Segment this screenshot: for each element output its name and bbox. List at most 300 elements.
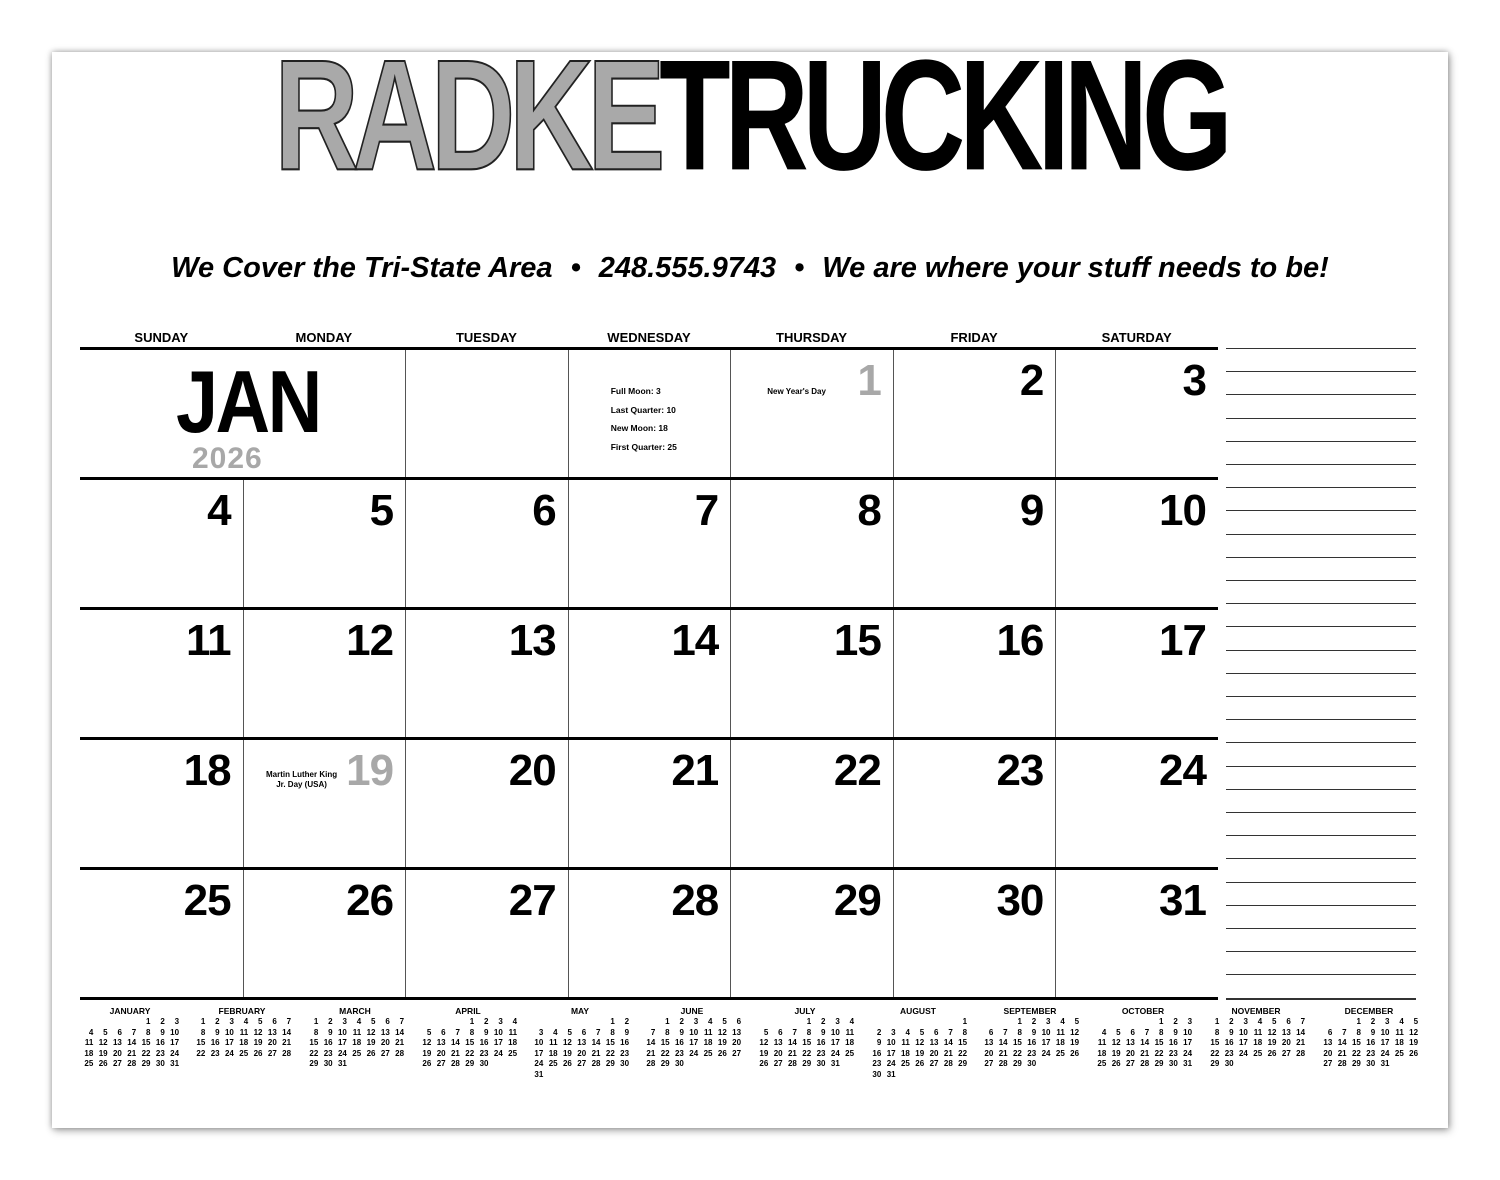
mini-day: 15 (1210, 1038, 1220, 1047)
mini-day: 9 (1031, 1027, 1037, 1037)
mini-day: 26 (1409, 1048, 1419, 1058)
mini-day (1093, 1017, 1107, 1028)
notes-line (1226, 510, 1416, 511)
mini-day: 7 (131, 1027, 137, 1037)
mini-day: 6 (736, 1017, 742, 1026)
mini-month-title: OCTOBER (1121, 1006, 1165, 1016)
mini-day: 2 (328, 1017, 333, 1026)
mini-day: 18 (239, 1038, 249, 1047)
day-cell (243, 740, 406, 870)
weekday-label: TUESDAY (455, 330, 517, 345)
mini-day: 22 (958, 1048, 968, 1058)
day-cell (405, 480, 568, 610)
mini-month-title: NOVEMBER (1231, 1006, 1281, 1016)
tagline-coverage: We Cover the Tri-State Area (171, 252, 553, 284)
mini-day: 28 (395, 1048, 405, 1058)
week-row (80, 607, 1218, 737)
mini-day: 1 (469, 1017, 475, 1026)
mini-day: 28 (450, 1059, 460, 1068)
mini-day: 7 (792, 1027, 797, 1037)
day-number: 23 (996, 746, 1044, 795)
mini-day (80, 1017, 94, 1028)
day-number: 14 (671, 616, 719, 665)
mini-day: 18 (1253, 1038, 1263, 1047)
mini-day (897, 1070, 911, 1081)
notes-line (1226, 882, 1416, 883)
notes-line (1226, 742, 1416, 743)
mini-day: 27 (1281, 1048, 1291, 1058)
mini-day: 9 (624, 1027, 630, 1037)
mini-day: 24 (689, 1048, 699, 1058)
mini-day: 29 (605, 1059, 615, 1068)
mini-day: 19 (1267, 1038, 1277, 1047)
day-cell (80, 610, 243, 740)
week-row (80, 737, 1218, 867)
mini-day: 15 (605, 1038, 615, 1047)
mini-day: 18 (1055, 1038, 1065, 1047)
mini-day: 14 (1140, 1038, 1150, 1047)
mini-day: 14 (943, 1038, 953, 1047)
day-number: 26 (346, 876, 394, 925)
mini-day: 6 (1130, 1027, 1135, 1037)
notes-line (1226, 371, 1416, 372)
day-number: 13 (508, 616, 556, 665)
mini-month-title: AUGUST (900, 1006, 936, 1016)
mini-day: 5 (1074, 1017, 1080, 1026)
mini-day: 4 (356, 1017, 362, 1026)
mini-day (1277, 1059, 1291, 1070)
mini-day: 18 (352, 1038, 362, 1047)
mini-day: 16 (872, 1048, 882, 1058)
mini-day: 4 (88, 1027, 94, 1037)
mini-day: 27 (380, 1048, 390, 1058)
mini-day: 4 (243, 1017, 249, 1026)
mini-day: 25 (900, 1059, 910, 1068)
mini-day: 7 (948, 1027, 953, 1037)
mini-month (418, 1006, 518, 1070)
mini-day: 12 (98, 1038, 108, 1047)
mini-day: 20 (773, 1048, 783, 1058)
mini-day: 1 (665, 1017, 670, 1026)
mini-day (1319, 1017, 1333, 1028)
mini-day: 15 (141, 1038, 151, 1047)
weekday-label: THURSDAY (776, 330, 848, 345)
mini-month-grid (642, 1017, 742, 1070)
mini-day: 26 (562, 1059, 572, 1068)
mini-day: 27 (773, 1059, 783, 1068)
month-grid (80, 347, 1218, 997)
mini-day: 24 (1183, 1048, 1193, 1058)
mini-day: 7 (286, 1017, 292, 1026)
mini-day: 23 (155, 1048, 165, 1058)
mini-day: 6 (934, 1027, 939, 1037)
mini-day (418, 1017, 432, 1028)
mini-day: 29 (958, 1059, 968, 1068)
mini-day: 14 (450, 1038, 460, 1047)
mini-day: 24 (534, 1059, 544, 1068)
mini-day: 26 (1070, 1048, 1080, 1058)
mini-day (544, 1017, 558, 1028)
mini-day (1122, 1017, 1136, 1028)
mini-day: 18 (703, 1038, 713, 1047)
mini-day (841, 1059, 855, 1070)
mini-day: 6 (581, 1027, 587, 1037)
mini-day: 12 (562, 1038, 572, 1047)
mini-day: 17 (1238, 1038, 1248, 1047)
mini-day: 1 (313, 1017, 319, 1026)
mini-day (544, 1070, 558, 1081)
mini-day: 20 (929, 1048, 939, 1058)
mini-day: 1 (200, 1017, 206, 1026)
mini-day: 21 (998, 1048, 1008, 1058)
mini-day: 1 (962, 1017, 968, 1026)
mini-day: 1 (1159, 1017, 1164, 1026)
mini-day: 4 (1399, 1017, 1404, 1026)
day-number: 6 (532, 486, 556, 535)
mini-day: 4 (1060, 1017, 1065, 1026)
mini-day: 10 (689, 1027, 699, 1037)
mini-day (897, 1017, 911, 1028)
mini-day: 5 (1413, 1017, 1419, 1026)
mini-day: 9 (484, 1027, 489, 1037)
mini-day: 19 (562, 1048, 572, 1058)
mini-day: 22 (1351, 1048, 1361, 1058)
mini-day: 19 (253, 1038, 263, 1047)
mini-day: 22 (465, 1048, 475, 1058)
mini-day: 16 (1168, 1038, 1178, 1047)
mini-month-grid (305, 1017, 405, 1070)
mini-day: 15 (1154, 1038, 1164, 1047)
mini-day (489, 1059, 503, 1070)
mini-day: 3 (835, 1017, 840, 1026)
mini-day: 2 (1370, 1017, 1376, 1026)
mini-day: 7 (650, 1027, 656, 1037)
mini-day: 23 (1366, 1048, 1376, 1058)
mini-day: 26 (253, 1048, 263, 1058)
mini-day: 22 (605, 1048, 615, 1058)
mini-day: 23 (1224, 1048, 1234, 1058)
mini-day (1292, 1059, 1306, 1070)
tagline (0, 252, 1500, 285)
mini-day (123, 1017, 137, 1028)
mini-day: 7 (399, 1017, 405, 1026)
mini-day (911, 1017, 925, 1028)
mini-day: 26 (1111, 1059, 1121, 1068)
moon-phases (611, 382, 677, 456)
mini-month-grid (80, 1017, 180, 1070)
month-name: JAN (176, 352, 320, 451)
mini-day: 11 (508, 1027, 518, 1037)
day-number: 25 (183, 876, 231, 925)
mini-day: 4 (1257, 1017, 1263, 1026)
mini-day: 5 (103, 1027, 108, 1037)
mini-day: 29 (1154, 1059, 1164, 1068)
mini-day: 13 (732, 1027, 742, 1037)
day-cell (730, 350, 893, 480)
mini-day (925, 1017, 939, 1028)
mini-day: 10 (170, 1027, 180, 1037)
mini-day: 11 (1056, 1027, 1065, 1037)
notes-line (1226, 418, 1416, 419)
mini-day: 9 (328, 1027, 333, 1037)
day-cell (730, 870, 893, 1000)
day-cell (405, 610, 568, 740)
mini-day: 21 (591, 1048, 601, 1058)
mini-day (939, 1017, 953, 1028)
mini-day (362, 1059, 376, 1070)
day-cell (80, 870, 243, 1000)
mini-day: 23 (620, 1048, 630, 1058)
moon-phase-item: Last Quarter: 10 (610, 404, 676, 415)
mini-day: 25 (1055, 1048, 1065, 1058)
notes-line (1226, 835, 1416, 836)
mini-day: 28 (1296, 1048, 1306, 1058)
day-cell (568, 740, 731, 870)
weekday-label: MONDAY (295, 330, 353, 345)
notes-line (1226, 441, 1416, 442)
mini-day: 8 (1017, 1027, 1022, 1037)
notes-line (1226, 974, 1416, 975)
mini-day: 12 (422, 1038, 432, 1047)
mini-day: 31 (886, 1069, 896, 1079)
mini-day: 11 (1395, 1027, 1404, 1037)
day-cell (568, 870, 731, 1000)
mini-day (699, 1059, 713, 1070)
mini-day: 19 (1111, 1048, 1121, 1058)
day-number: 21 (671, 746, 719, 795)
mini-day (601, 1070, 615, 1081)
day-number: 27 (508, 876, 556, 925)
mini-day: 18 (845, 1038, 855, 1047)
mini-day: 10 (534, 1038, 544, 1047)
mini-day: 16 (1027, 1038, 1037, 1047)
mini-day: 2 (821, 1017, 826, 1026)
mini-day: 30 (1168, 1059, 1178, 1068)
mini-month-grid (868, 1017, 968, 1080)
mini-day: 28 (1140, 1059, 1150, 1068)
day-number: 12 (346, 616, 394, 665)
mini-day: 1 (1356, 1017, 1361, 1026)
mini-day: 29 (309, 1059, 319, 1068)
mini-day: 10 (337, 1027, 347, 1037)
mini-day: 10 (493, 1027, 503, 1037)
notes-line (1226, 696, 1416, 697)
mini-day: 12 (1267, 1027, 1277, 1037)
mini-day: 3 (174, 1017, 180, 1026)
mini-day: 23 (1168, 1048, 1178, 1058)
day-cell (405, 350, 568, 480)
mini-day: 13 (1125, 1038, 1135, 1047)
week-row (80, 867, 1218, 997)
mini-day: 21 (450, 1048, 460, 1058)
mini-day: 31 (534, 1069, 544, 1079)
mini-day: 16 (210, 1038, 220, 1047)
day-number: 3 (1182, 356, 1206, 405)
mini-month-grid (1093, 1017, 1193, 1070)
day-number: 5 (369, 486, 394, 535)
mini-day: 17 (830, 1038, 840, 1047)
notes-bottom-rule (1226, 999, 1416, 1000)
mini-day: 31 (1380, 1059, 1390, 1068)
mini-day: 8 (610, 1027, 615, 1037)
mini-day: 14 (1296, 1027, 1306, 1037)
day-cell (893, 350, 1056, 480)
mini-day: 27 (112, 1059, 122, 1068)
mini-month-title: JANUARY (109, 1006, 151, 1016)
mini-day: 16 (620, 1038, 630, 1047)
mini-day: 27 (267, 1048, 277, 1058)
mini-day: 1 (610, 1017, 615, 1026)
mini-day: 25 (352, 1048, 362, 1058)
mini-month-title: SEPTEMBER (1003, 1006, 1057, 1016)
mini-month-grid (530, 1017, 630, 1080)
mini-day: 17 (689, 1038, 699, 1047)
day-cell (568, 480, 731, 610)
mini-day: 24 (170, 1048, 180, 1058)
mini-day: 10 (886, 1038, 896, 1047)
mini-day: 30 (674, 1059, 684, 1068)
mini-day: 15 (958, 1038, 968, 1047)
day-number: 30 (996, 876, 1044, 925)
grid-bottom-rule (80, 997, 1218, 1000)
mini-day: 16 (816, 1038, 826, 1047)
weekday-label: SATURDAY (1101, 330, 1172, 345)
day-cell (1055, 480, 1218, 610)
mini-day (954, 1070, 968, 1081)
mini-day: 9 (821, 1027, 826, 1037)
mini-day: 1 (1214, 1017, 1220, 1026)
mini-day: 10 (830, 1027, 840, 1037)
mini-day (376, 1059, 390, 1070)
mini-day: 7 (1003, 1027, 1008, 1037)
mini-day (1235, 1059, 1249, 1070)
mini-day: 15 (802, 1038, 812, 1047)
day-cell (568, 610, 731, 740)
weekday-label: FRIDAY (950, 330, 998, 345)
mini-day: 13 (1323, 1038, 1333, 1047)
mini-day: 7 (1342, 1027, 1347, 1037)
mini-day: 5 (763, 1027, 769, 1037)
weekday-label: WEDNESDAY (607, 330, 691, 345)
mini-month (305, 1006, 405, 1070)
mini-day: 21 (1296, 1038, 1306, 1047)
mini-day: 22 (660, 1048, 670, 1058)
mini-day (447, 1017, 461, 1028)
mini-day (1037, 1059, 1051, 1070)
mini-day: 10 (1380, 1027, 1390, 1037)
day-cell (893, 610, 1056, 740)
mini-day: 11 (901, 1038, 910, 1047)
mini-day: 2 (160, 1017, 165, 1026)
mini-day: 23 (1027, 1048, 1037, 1058)
mini-day: 31 (170, 1059, 180, 1068)
mini-day: 8 (1159, 1027, 1164, 1037)
mini-day: 17 (170, 1038, 180, 1047)
mini-day: 6 (988, 1027, 994, 1037)
mini-day (769, 1017, 783, 1028)
day-cell (1055, 870, 1218, 1000)
mini-month (642, 1006, 742, 1070)
mini-day: 27 (577, 1059, 587, 1068)
mini-day: 24 (886, 1059, 896, 1068)
mini-day (109, 1017, 123, 1028)
mini-month-grid (1206, 1017, 1306, 1070)
mini-day: 28 (646, 1059, 656, 1068)
tagline-phone: 248.555.9743 (598, 252, 777, 284)
mini-day: 24 (493, 1048, 503, 1058)
mini-day (755, 1017, 769, 1028)
mini-day: 28 (127, 1059, 137, 1068)
notes-line (1226, 394, 1416, 395)
mini-day: 21 (646, 1048, 656, 1058)
mini-day (642, 1017, 656, 1028)
mini-day: 14 (787, 1038, 797, 1047)
mini-day: 28 (1337, 1059, 1347, 1068)
mini-day: 13 (267, 1027, 277, 1037)
mini-day: 3 (538, 1027, 544, 1037)
mini-day: 16 (674, 1038, 684, 1047)
tagline-bullet: • (570, 252, 581, 284)
month-title-cell (80, 350, 405, 480)
mini-day: 29 (1012, 1059, 1022, 1068)
mini-day: 21 (1140, 1048, 1150, 1058)
mini-day: 22 (309, 1048, 319, 1058)
mini-day: 4 (708, 1017, 713, 1026)
mini-day: 14 (646, 1038, 656, 1047)
day-number: 29 (833, 876, 881, 925)
mini-month (980, 1006, 1080, 1070)
mini-day (784, 1017, 798, 1028)
mini-month-grid (1319, 1017, 1419, 1070)
mini-day: 30 (1027, 1059, 1037, 1068)
mini-day: 8 (962, 1027, 968, 1037)
day-number: 17 (1159, 616, 1206, 665)
notes-line (1226, 650, 1416, 651)
mini-day: 25 (1253, 1048, 1263, 1058)
mini-day: 20 (1323, 1048, 1333, 1058)
mini-day: 3 (1187, 1017, 1193, 1026)
mini-day: 14 (1337, 1038, 1347, 1047)
mini-day (980, 1017, 994, 1028)
day-cell (243, 610, 406, 740)
day-number: 20 (508, 746, 556, 795)
notes-line (1226, 557, 1416, 558)
mini-day: 16 (479, 1038, 489, 1047)
mini-day: 8 (313, 1027, 319, 1037)
mini-day: 30 (620, 1059, 630, 1068)
notes-line (1226, 580, 1416, 581)
day-number: 15 (833, 616, 881, 665)
mini-day: 27 (436, 1059, 446, 1068)
mini-day: 3 (229, 1017, 234, 1026)
mini-day: 24 (1238, 1048, 1248, 1058)
mini-day: 27 (732, 1048, 742, 1058)
mini-day (1066, 1059, 1080, 1070)
mini-day (868, 1017, 882, 1028)
mini-day (1136, 1017, 1150, 1028)
mini-month (1319, 1006, 1419, 1070)
mini-day: 24 (337, 1048, 347, 1058)
mini-day: 8 (469, 1027, 475, 1037)
mini-month (530, 1006, 630, 1080)
mini-day (587, 1017, 601, 1028)
mini-day: 8 (1214, 1027, 1220, 1037)
mini-day: 9 (215, 1027, 220, 1037)
mini-day: 20 (380, 1038, 390, 1047)
mini-day: 8 (806, 1027, 812, 1037)
mini-day: 26 (1267, 1048, 1277, 1058)
mini-day: 13 (436, 1038, 446, 1047)
